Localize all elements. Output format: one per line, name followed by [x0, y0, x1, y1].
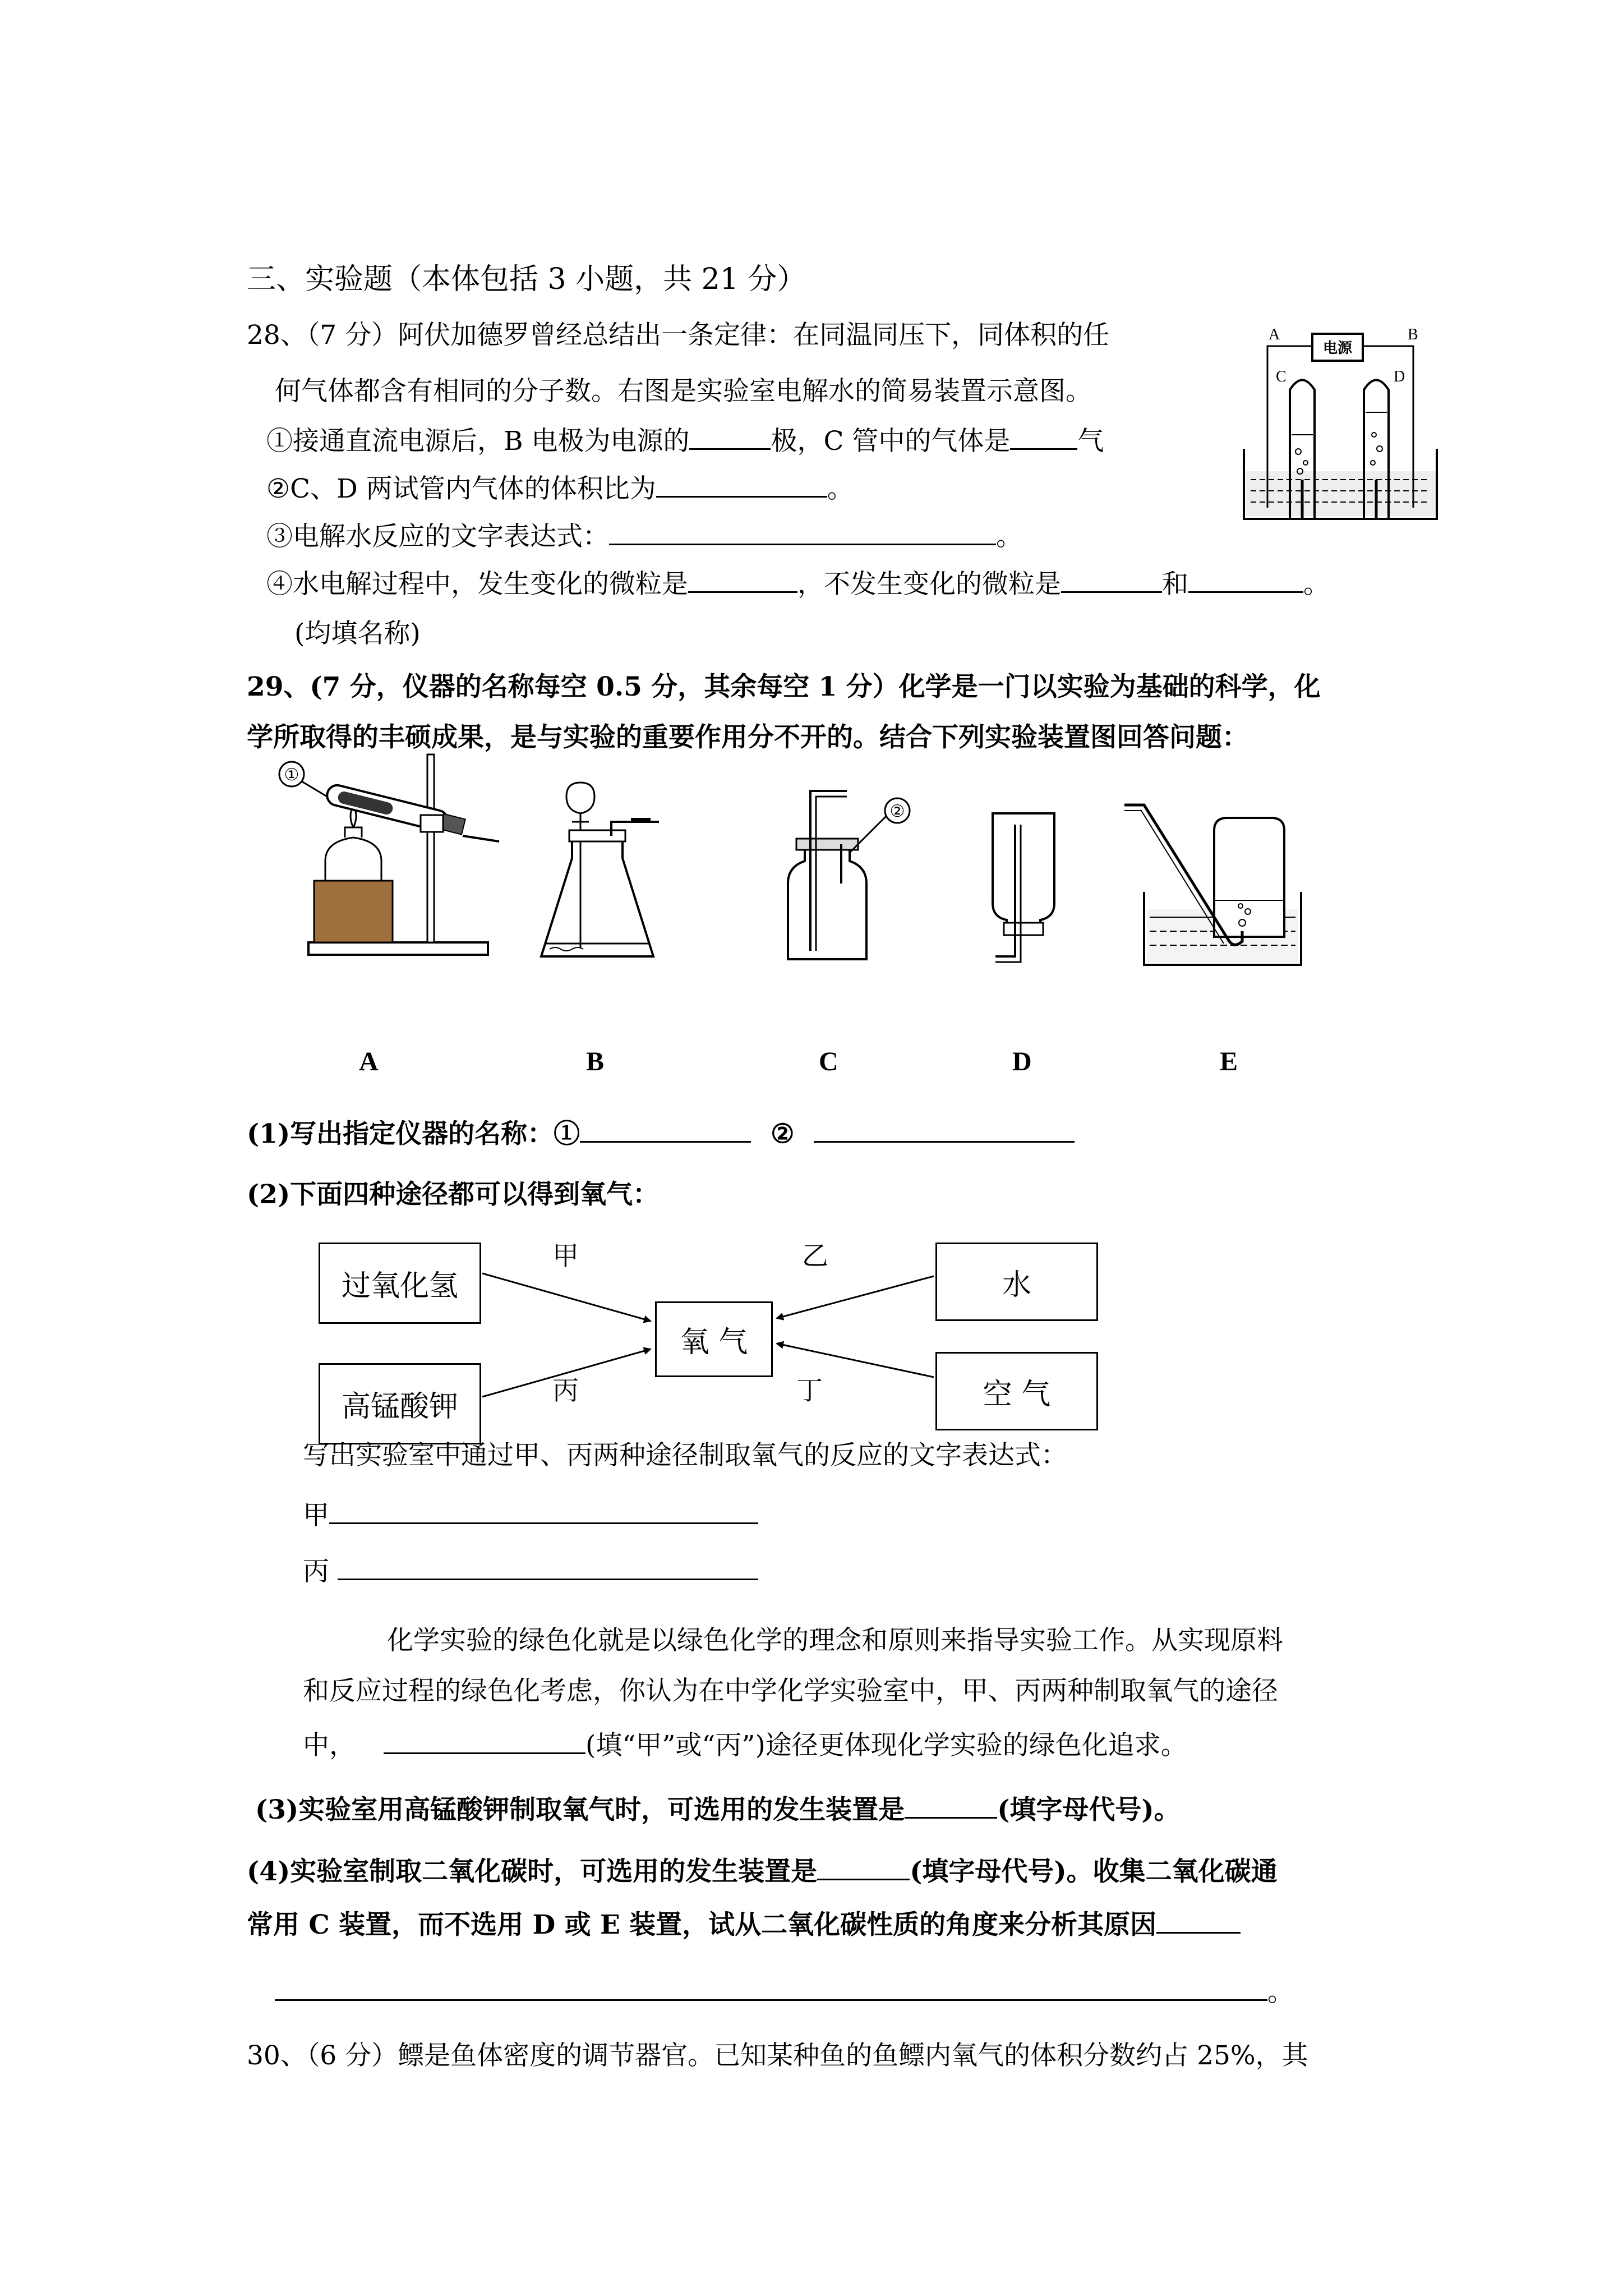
- answer-blank-kmno4-apparatus[interactable]: [905, 1792, 997, 1819]
- q28-sub2-text-b: 。: [827, 473, 854, 504]
- q29-intro-line1: 29、(7 分，仪器的名称每空 0.5 分，其余每空 1 分）化学是一门以实验为基础的科学，化: [247, 671, 1321, 702]
- answer-blank-bing-equation[interactable]: [338, 1554, 758, 1580]
- section-title: 三、实验题（本体包括 3 小题，共 21 分）: [247, 263, 806, 296]
- q29-part4-text-c: 常用 C 装置，而不选用 D 或 E 装置，试从二氧化碳性质的角度来分析其原因: [247, 1910, 1157, 1940]
- q29-bing-answer-row: [303, 1554, 758, 1589]
- q28-intro-line2: 何气体都含有相同的分子数。右图是实验室电解水的简易装置示意图。: [275, 376, 1092, 407]
- green-paragraph-line2: 和反应过程的绿色化考虑，你认为在中学化学实验室中，甲、丙两种制取氧气的途径: [303, 1676, 1278, 1706]
- q29-part4-text-d: 。: [1267, 1977, 1294, 2008]
- box-hydrogen-peroxide: 过氧化氢: [319, 1243, 481, 1324]
- box-potassium-permanganate: 高锰酸钾: [319, 1363, 481, 1444]
- q28-sub1-text-a: ①接通直流电源后，B 电极为电源的: [266, 426, 690, 457]
- label-C: C: [1276, 368, 1287, 385]
- q29-part2: (2)下面四种途径都可以得到氧气：: [247, 1179, 660, 1210]
- box-oxygen: 氧 气: [655, 1301, 773, 1377]
- label-D: D: [1394, 368, 1405, 385]
- jia-answer-label: 甲: [303, 1500, 329, 1531]
- q28-sub4-text-a: ④水电解过程中，发生变化的微粒是: [266, 569, 688, 600]
- answer-blank-jia-equation[interactable]: [329, 1498, 758, 1524]
- q29-part4-line3: [275, 1975, 1294, 2009]
- q29-part4-line2: [247, 1907, 1241, 1942]
- apparatus-label-a: A: [359, 1047, 379, 1076]
- q28-sub4-text-c: 和: [1162, 569, 1188, 600]
- q29-part3-text-b: (填字母代号)。: [997, 1795, 1181, 1825]
- q28-sub4-text-b: ，不发生变化的微粒是: [797, 569, 1061, 600]
- q28-sub1-text-c: 气: [1077, 426, 1104, 457]
- q29-part4-text-a: (4)实验室制取二氧化碳时，可选用的发生装置是: [247, 1856, 818, 1887]
- q29-part3-text-a: (3)实验室用高锰酸钾制取氧气时，可选用的发生装置是: [255, 1795, 905, 1825]
- green-paragraph-text-a: 中，: [303, 1730, 356, 1761]
- q30-intro-line1: 30、（6 分）鳔是鱼体密度的调节器官。已知某种鱼的鱼鳔内氧气的体积分数约占 25%，其: [247, 2040, 1308, 2071]
- answer-blank-co2-reason[interactable]: [275, 1975, 1267, 2001]
- power-source-label: 电源: [1322, 340, 1353, 357]
- green-paragraph-line3: [303, 1728, 1187, 1763]
- apparatus-label-e: E: [1220, 1047, 1238, 1076]
- q29-part2-instruction: 写出实验室中通过甲、丙两种途径制取氧气的反应的文字表达式：: [303, 1440, 1067, 1471]
- route-label-jia: 甲: [552, 1241, 579, 1272]
- apparatus-label-d: D: [1012, 1047, 1032, 1076]
- q28-sub4-text-d: 。: [1303, 569, 1330, 600]
- marker-2: ②: [889, 802, 905, 821]
- marker-1: ①: [284, 765, 299, 785]
- q29-part4-line1: [247, 1854, 1278, 1889]
- green-paragraph-text-b: (填“甲”或“丙”)途径更体现化学实验的绿色化追求。: [585, 1730, 1187, 1761]
- route-label-bing: 丙: [552, 1375, 579, 1406]
- answer-blank-co2-reason-start[interactable]: [1156, 1907, 1241, 1934]
- q28-sub4-note: (均填名称): [294, 618, 421, 649]
- apparatus-label-c: C: [819, 1047, 838, 1076]
- q29-part4-text-b: (填字母代号)。收集二氧化碳通: [910, 1856, 1278, 1887]
- q28-intro-line1: 28、（7 分）阿伏加德罗曾经总结出一条定律：在同温同压下，同体积的任: [247, 320, 1110, 351]
- route-label-yi: 乙: [802, 1241, 828, 1272]
- q28-sub3-text-b: 。: [996, 521, 1022, 552]
- q28-sub3-text-a: ③电解水反应的文字表达式：: [266, 521, 609, 552]
- box-water: 水: [935, 1243, 1098, 1321]
- answer-blank-greener-route[interactable]: [384, 1728, 585, 1754]
- label-B: B: [1408, 326, 1418, 343]
- apparatus-label-b: B: [586, 1047, 605, 1076]
- q28-sub1-text-b: 极，C 管中的气体是: [771, 426, 1011, 457]
- q29-part3: [255, 1792, 1181, 1827]
- q29-part1-text-b: ②: [771, 1119, 795, 1149]
- label-A: A: [1269, 326, 1280, 343]
- q29-intro-line2: 学所取得的丰硕成果，是与实验的重要作用分不开的。结合下列实验装置图回答问题：: [247, 722, 1248, 753]
- green-paragraph-line1: 化学实验的绿色化就是以绿色化学的理念和原则来指导实验工作。从实现原料: [387, 1625, 1283, 1656]
- box-air: 空 气: [935, 1352, 1098, 1430]
- q29-jia-answer-row: [303, 1498, 758, 1533]
- answer-blank-co2-apparatus[interactable]: [817, 1854, 910, 1880]
- route-label-ding: 丁: [796, 1375, 823, 1406]
- q28-sub2-text-a: ②C、D 两试管内气体的体积比为: [266, 473, 656, 504]
- bing-answer-label: 丙: [303, 1556, 329, 1587]
- q29-part1-text-a: (1)写出指定仪器的名称：①: [247, 1119, 580, 1149]
